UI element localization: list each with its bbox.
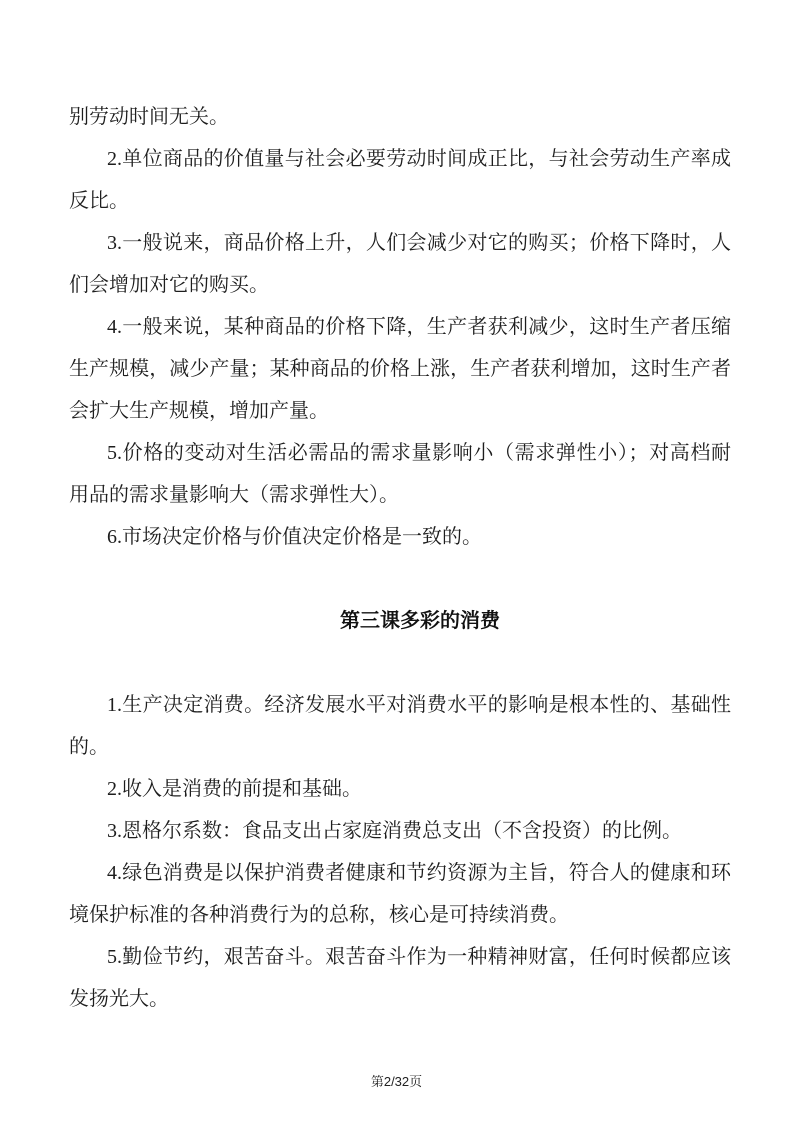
paragraph: 3.一般说来，商品价格上升，人们会减少对它的购买；价格下降时，人们会增加对它的购买。 xyxy=(69,232,731,296)
paragraph: 2.收入是消费的前提和基础。 xyxy=(107,778,362,800)
paragraph: 3.恩格尔系数：食品支出占家庭消费总支出（不含投资）的比例。 xyxy=(107,820,682,842)
paragraph-continuation: 别劳动时间无关。 xyxy=(69,106,229,128)
paragraph: 4.绿色消费是以保护消费者健康和节约资源为主旨，符合人的健康和环境保护标准的各种消费行为的总称，核心是可持续消费。 xyxy=(69,862,731,926)
paragraph: 1.生产决定消费。经济发展水平对消费水平的影响是根本性的、基础性的。 xyxy=(69,694,731,758)
section-heading: 第三课多彩的消费 xyxy=(340,610,500,632)
paragraph: 2.单位商品的价值量与社会必要劳动时间成正比，与社会劳动生产率成反比。 xyxy=(69,148,731,212)
document-body xyxy=(69,96,731,1020)
page-number: 第2/32页 xyxy=(370,1074,423,1089)
paragraph: 5.价格的变动对生活必需品的需求量影响小（需求弹性小）；对高档耐用品的需求量影响大（需求弹性大）。 xyxy=(69,442,731,506)
paragraph: 6.市场决定价格与价值决定价格是一致的。 xyxy=(107,526,482,548)
paragraph: 4.一般来说，某种商品的价格下降，生产者获利减少，这时生产者压缩生产规模，减少产量；某种商品的价格上涨，生产者获利增加，这时生产者会扩大生产规模，增加产量。 xyxy=(69,316,731,422)
paragraph: 5.勤俭节约，艰苦奋斗。艰苦奋斗作为一种精神财富，任何时候都应该发扬光大。 xyxy=(69,946,731,1010)
